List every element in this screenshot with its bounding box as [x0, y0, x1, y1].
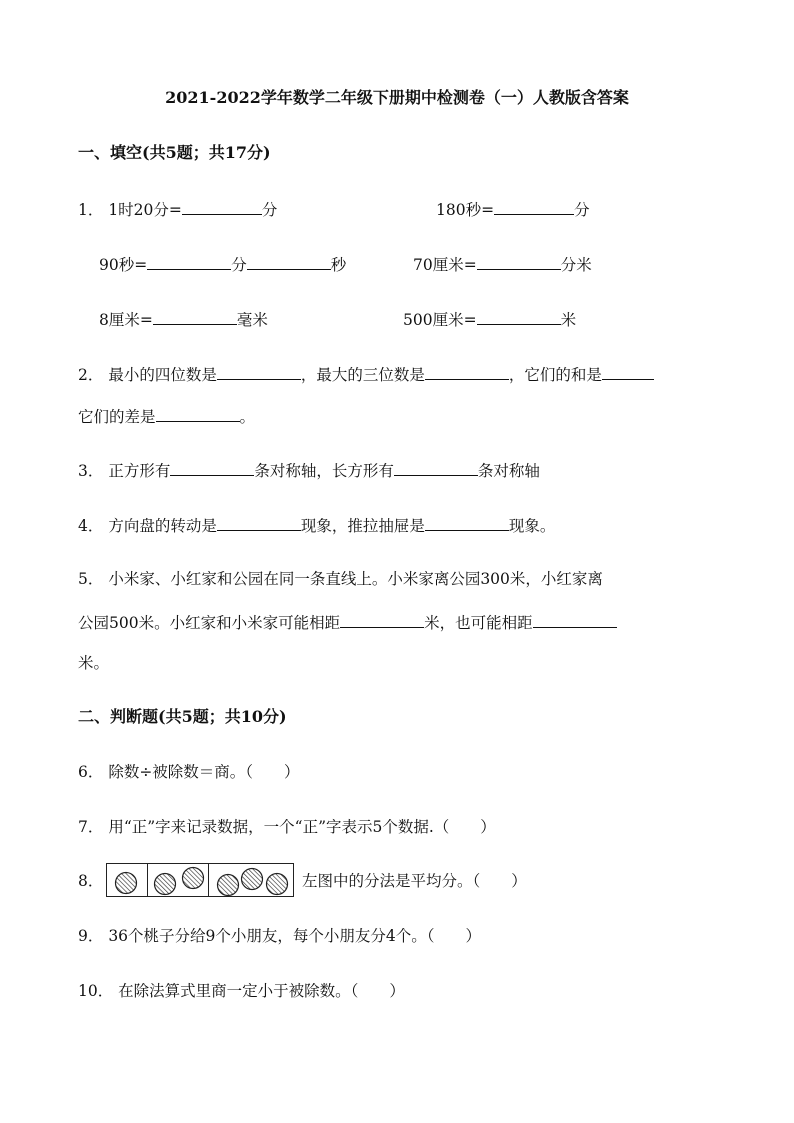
- question-text: 毫米: [236, 311, 268, 329]
- answer-blank[interactable]: [425, 363, 509, 380]
- question-8-number: 8．: [78, 872, 104, 890]
- question-1-part-e: [99, 308, 268, 330]
- question-number: 6．: [78, 763, 104, 781]
- question-text: 分: [574, 201, 590, 219]
- question-3: [78, 459, 540, 481]
- question-text: 米: [560, 311, 577, 329]
- question-text: 分: [231, 256, 247, 274]
- hatched-ball: [218, 875, 239, 896]
- question-text: 正方形有: [108, 462, 171, 480]
- answer-blank[interactable]: [477, 253, 561, 270]
- answer-blank[interactable]: [182, 198, 262, 215]
- answer-blank[interactable]: [153, 308, 237, 325]
- question-text: 条对称轴: [477, 462, 540, 480]
- question-text: 在除法算式里商一定小于被除数。（ ）: [118, 982, 405, 1000]
- question-number: 5．: [78, 570, 104, 588]
- question-text: 。: [239, 408, 256, 426]
- question-text: 米。: [78, 654, 110, 672]
- question-text: 秒: [330, 256, 347, 274]
- question-text: 90秒=: [99, 256, 148, 274]
- question-7: [78, 817, 496, 837]
- hatched-ball: [183, 868, 204, 889]
- hatched-ball: [155, 874, 176, 895]
- question-1-part-c: [99, 253, 346, 275]
- hatched-ball: [267, 874, 288, 895]
- answer-blank[interactable]: [217, 514, 301, 531]
- question-text: 公园500米。小红家和小米家可能相距: [78, 614, 341, 632]
- question-text: 方向盘的转动是: [108, 517, 217, 535]
- answer-blank[interactable]: [394, 459, 478, 476]
- hatched-ball: [116, 873, 137, 894]
- question-5-line-3: [78, 653, 109, 673]
- question-text: 用“正”字来记录数据，一个“正”字表示5个数据.（ ）: [108, 818, 496, 836]
- hatched-ball: [242, 869, 263, 890]
- answer-blank[interactable]: [147, 253, 231, 270]
- page-title: 2021-2022学年数学二年级下册期中检测卷（一）人教版含答案: [165, 88, 629, 107]
- question-text: 米，也可能相距: [424, 614, 533, 632]
- question-text: 1时20分=: [108, 201, 182, 219]
- question-number: 4．: [78, 517, 104, 535]
- question-1-part-a: [78, 198, 277, 220]
- question-text: 小米家、小红家和公园在同一条直线上。小米家离公园300米，小红家离: [108, 570, 603, 588]
- question-1-part-f: [403, 308, 576, 330]
- question-number: 7．: [78, 818, 104, 836]
- question-text: 分: [261, 201, 278, 219]
- answer-blank[interactable]: [247, 253, 331, 270]
- question-8-text: 左图中的分法是平均分。（ ）: [302, 872, 527, 890]
- question-6: [78, 762, 300, 782]
- question-5: [78, 569, 603, 589]
- answer-blank[interactable]: [477, 308, 561, 325]
- question-text: 500厘米=: [403, 311, 477, 329]
- answer-blank[interactable]: [170, 459, 254, 476]
- question-text: 现象，推拉抽屉是: [300, 517, 425, 535]
- question-text: 条对称轴，长方形有: [254, 462, 394, 480]
- question-number: 9．: [78, 927, 104, 945]
- question-10: [78, 981, 405, 1001]
- question-9: [78, 926, 481, 946]
- question-number: 1．: [78, 201, 104, 219]
- division-figure: [106, 863, 294, 897]
- answer-blank[interactable]: [425, 514, 509, 531]
- question-2-continued: [78, 405, 255, 427]
- answer-blank[interactable]: [156, 405, 240, 422]
- question-text: 36个桃子分给9个小朋友，每个小朋友分4个。（ ）: [108, 927, 482, 945]
- question-2: [78, 363, 654, 385]
- question-text: 70厘米=: [413, 256, 477, 274]
- question-text: 现象。: [508, 517, 556, 535]
- answer-blank[interactable]: [340, 611, 424, 628]
- question-4: [78, 514, 555, 536]
- question-text: 8厘米=: [99, 311, 153, 329]
- question-1-part-b: [436, 198, 590, 220]
- question-number: 2．: [78, 366, 104, 384]
- hatched-balls-figure: [107, 864, 295, 898]
- answer-blank[interactable]: [494, 198, 574, 215]
- question-text: 分米: [560, 256, 592, 274]
- question-text: ，它们的和是: [508, 366, 602, 384]
- question-number: 10．: [78, 982, 114, 1000]
- answer-blank[interactable]: [533, 611, 617, 628]
- answer-blank[interactable]: [217, 363, 301, 380]
- question-text: 它们的差是: [78, 408, 156, 426]
- question-number: 3．: [78, 462, 104, 480]
- question-text: 除数÷被除数＝商。（ ）: [108, 763, 300, 781]
- section-heading-fill-blank: 一、填空(共5题；共17分): [78, 143, 271, 162]
- section-heading-true-false: 二、判断题(共5题；共10分): [78, 707, 287, 726]
- question-text: 180秒=: [436, 201, 495, 219]
- question-5-line-2: [78, 611, 617, 633]
- question-text: 最小的四位数是: [108, 366, 217, 384]
- question-1-part-d: [413, 253, 592, 275]
- answer-blank[interactable]: [602, 363, 654, 380]
- question-text: ，最大的三位数是: [300, 366, 425, 384]
